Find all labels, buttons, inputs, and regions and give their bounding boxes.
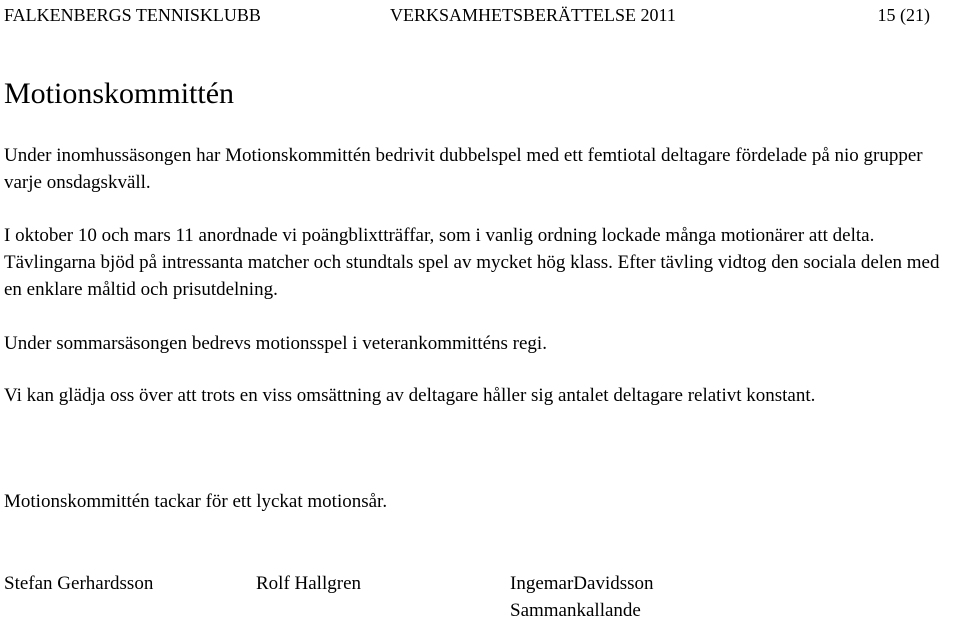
header-page-number: 15 (21) [877, 5, 930, 25]
signature-2 [256, 570, 361, 597]
section-title: Motionskommittén [4, 77, 235, 110]
header-report-title: VERKSAMHETSBERÄTTELSE 2011 [390, 5, 676, 25]
paragraph-winter-season: Under inomhussäsongen har Motionskommittén bedrivit dubbelspel med ett femtiotal deltagare fördelade på nio grupper varje onsdagskväll. [4, 145, 923, 193]
signature-role: Sammankallande [510, 600, 641, 621]
signature-name: Rolf Hallgren [256, 573, 362, 594]
signature-3 [510, 570, 654, 624]
signature-1 [4, 570, 153, 597]
paragraph-summer-season: Under sommarsäsongen bedrevs motionsspel i veterankommitténs regi. [4, 333, 547, 354]
paragraph-competitions: I oktober 10 och mars 11 anordnade vi poängblixtträffar, som i vanlig ordning lockade många motionärer att delta. Tävlingarna bjöd på intressanta matcher och stundtals spel av mycket hög klass. Efter tävling vidtog den sociala delen med en enklare måltid och prisutdelning. [4, 225, 940, 300]
page-header [4, 4, 956, 26]
header-club-name: FALKENBERGS TENNISKLUBB [4, 5, 261, 25]
paragraph-thanks: Motionskommittén tackar för ett lyckat motionsår. [4, 491, 388, 512]
signature-name: IngemarDavidsson [510, 573, 654, 594]
signature-name: Stefan Gerhardsson [4, 573, 154, 594]
paragraph-participants: Vi kan glädja oss över att trots en viss omsättning av deltagare håller sig antalet deltagare relativt konstant. [4, 385, 816, 406]
